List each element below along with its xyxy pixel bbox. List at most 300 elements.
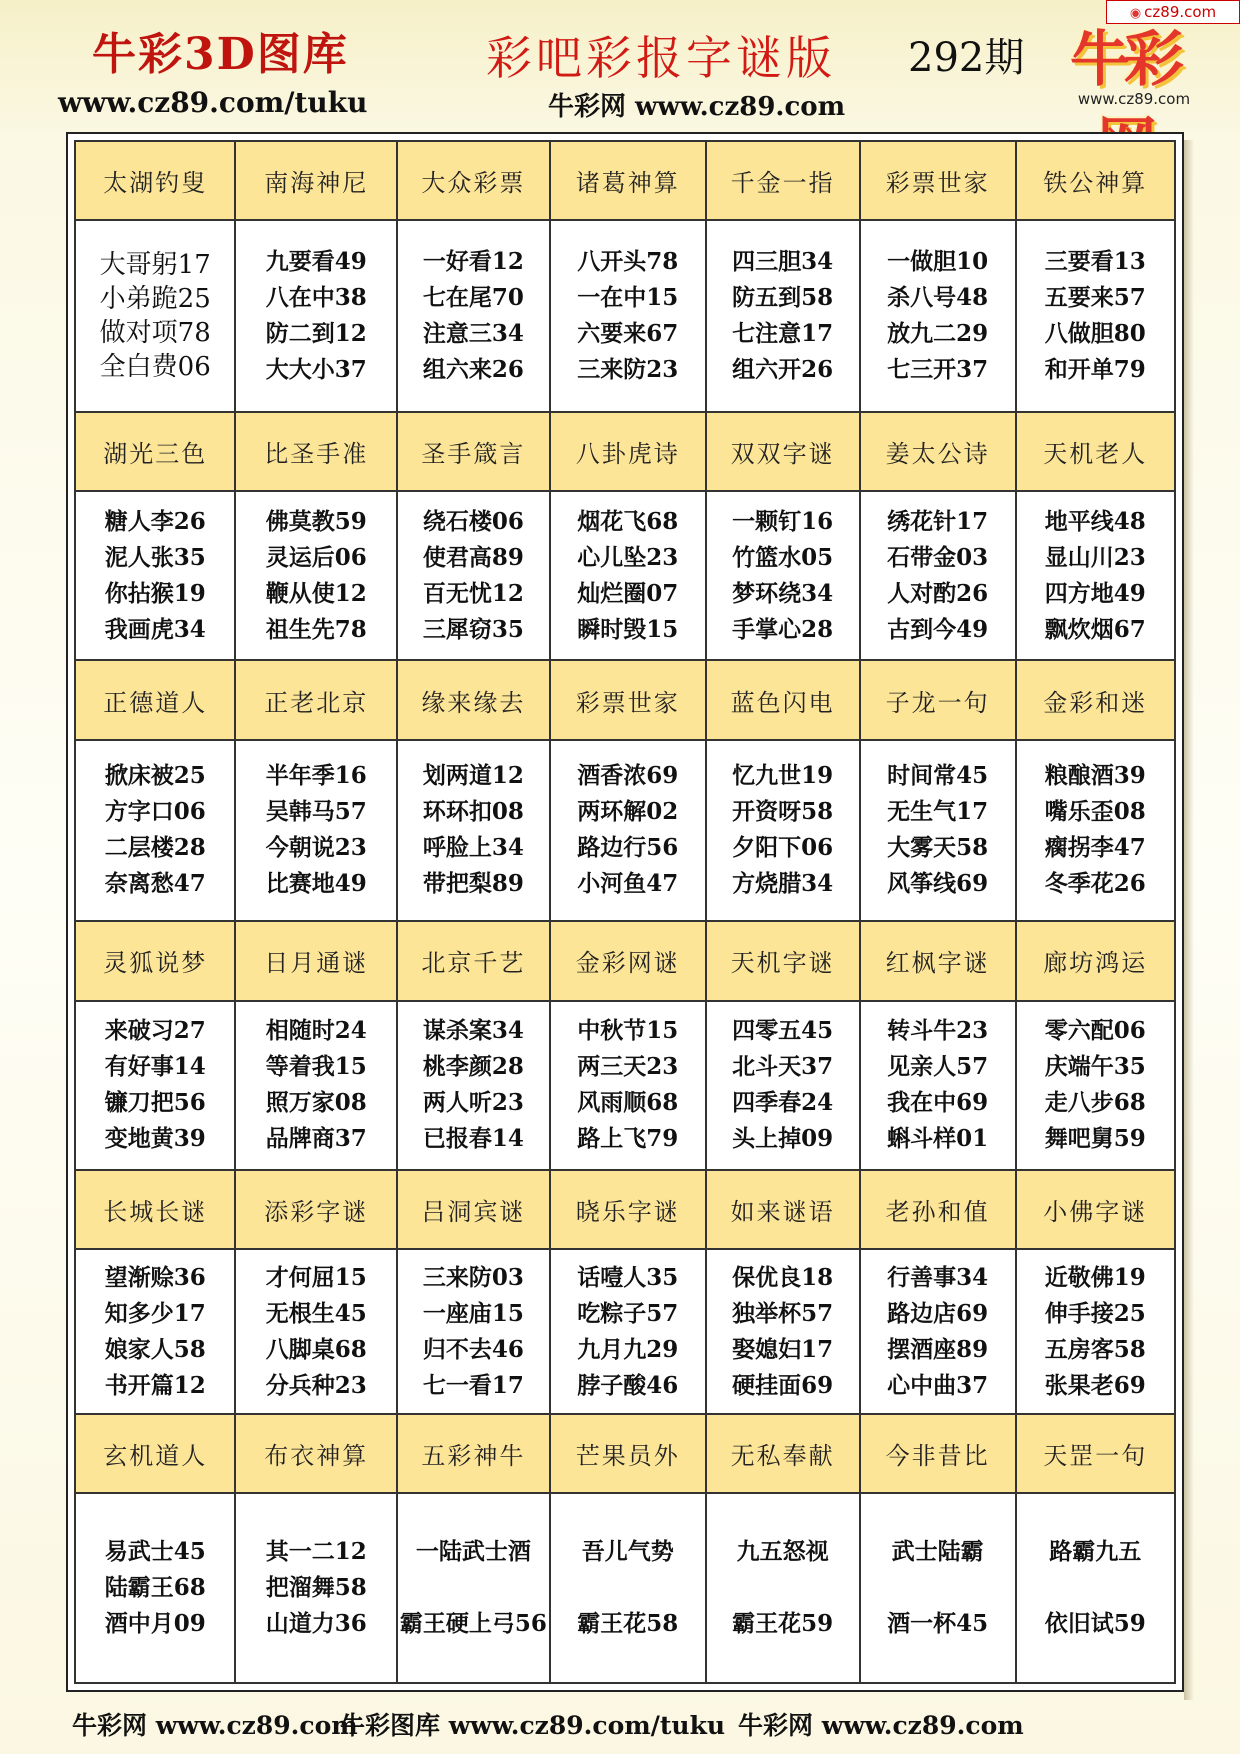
content-row [75, 1001, 1175, 1170]
riddle-line: 张果老69 [1044, 1371, 1146, 1399]
riddle-line: 酒香浓69 [577, 762, 679, 790]
source-name-cell: 天机字谜 [706, 921, 860, 1000]
riddle-line: 转斗牛23 [887, 1017, 989, 1045]
riddle-cell [235, 740, 397, 921]
riddle-line: 把溜舞58 [265, 1574, 367, 1602]
riddle-line: 霸王硬上弓56 [399, 1610, 547, 1638]
riddle-line: 一颗钉16 [732, 507, 834, 535]
riddle-line: 镰刀把56 [104, 1089, 206, 1117]
riddle-line: 四方地49 [1044, 579, 1146, 607]
riddle-lines [423, 244, 524, 388]
source-name-cell: 八卦虎诗 [550, 412, 706, 491]
riddle-lines [887, 1534, 988, 1642]
riddle-line: 酒一杯45 [887, 1610, 989, 1638]
riddle-line: 路边店69 [887, 1299, 989, 1327]
riddle-line: 四零五45 [732, 1017, 834, 1045]
riddle-line: 掀床被25 [104, 762, 206, 790]
riddle-lines [423, 1013, 524, 1157]
board-shadow [1184, 140, 1194, 1700]
riddle-cell [860, 491, 1016, 660]
riddle-cell [706, 220, 860, 411]
riddle-line: 全白费06 [99, 352, 211, 383]
riddle-line: 中秋节15 [577, 1017, 679, 1045]
riddle-line: 无根生45 [265, 1299, 367, 1327]
riddle-line: 望渐赊36 [104, 1263, 206, 1291]
riddle-line: 瞬时毁15 [577, 615, 679, 643]
source-name-cell: 金彩网谜 [550, 921, 706, 1000]
riddle-line: 呼脸上34 [422, 834, 524, 862]
header-row [75, 141, 1175, 220]
riddle-line: 八脚桌68 [265, 1335, 367, 1363]
riddle-line: 谋杀案34 [422, 1017, 524, 1045]
source-name-cell: 缘来缘去 [397, 660, 550, 739]
riddle-lines [1045, 244, 1146, 388]
riddle-lines [266, 504, 367, 648]
content-row [75, 491, 1175, 660]
riddle-line: 一在中15 [577, 284, 679, 312]
riddle-lines [1045, 504, 1146, 648]
riddle-line: 书开篇12 [104, 1371, 206, 1399]
riddle-lines [423, 1260, 524, 1404]
source-name-cell: 玄机道人 [75, 1414, 235, 1493]
riddle-line: 娶媳妇17 [732, 1335, 834, 1363]
riddle-line: 百无忧12 [422, 579, 524, 607]
riddle-line: 小河鱼47 [577, 870, 679, 898]
riddle-line: 有好事14 [104, 1053, 206, 1081]
riddle-lines [423, 504, 524, 648]
riddle-line: 伸手接25 [1044, 1299, 1146, 1327]
riddle-cell [550, 1249, 706, 1414]
riddle-line: 硬挂面69 [732, 1371, 834, 1399]
riddle-line: 霸王花59 [732, 1610, 834, 1638]
source-name-cell: 诸葛神算 [550, 141, 706, 220]
riddle-lines [732, 1013, 833, 1157]
riddle-line: 二层楼28 [104, 834, 206, 862]
riddle-line: 注意三34 [422, 320, 524, 348]
riddle-line: 飘炊烟67 [1044, 615, 1146, 643]
riddle-line: 显山川23 [1044, 543, 1146, 571]
source-name-cell: 灵狐说梦 [75, 921, 235, 1000]
riddle-line: 归不去46 [422, 1335, 524, 1363]
riddle-cell [1016, 1493, 1175, 1683]
riddle-line: 带把梨89 [422, 870, 524, 898]
riddle-line: 和开单79 [1044, 356, 1146, 384]
logo-url: www.cz89.com [1077, 90, 1191, 108]
riddle-lines [732, 504, 833, 648]
riddle-line: 灵运后06 [265, 543, 367, 571]
riddle-line: 夕阳下06 [732, 834, 834, 862]
riddle-line: 零六配06 [1044, 1017, 1146, 1045]
globe-icon: ◉ [1129, 6, 1142, 21]
riddle-cell [706, 740, 860, 921]
riddle-cell [75, 1493, 235, 1683]
riddle-line: 竹篮水05 [732, 543, 834, 571]
riddle-lines [1045, 758, 1146, 902]
riddle-line: 杀八号48 [887, 284, 989, 312]
riddle-line [400, 1570, 547, 1606]
riddle-line: 八在中38 [265, 284, 367, 312]
riddle-line: 路边行56 [577, 834, 679, 862]
riddle-line [1045, 1570, 1146, 1606]
riddle-cell [235, 220, 397, 411]
riddle-line: 庆端午35 [1044, 1053, 1146, 1081]
riddle-line: 行善事34 [887, 1263, 989, 1291]
riddle-table [74, 140, 1176, 1684]
riddle-lines [577, 1260, 678, 1404]
riddle-line: 忆九世19 [732, 762, 834, 790]
riddle-line: 九月九29 [577, 1335, 679, 1363]
riddle-line: 鞭从使12 [265, 579, 367, 607]
riddle-line [887, 1570, 988, 1606]
source-name-cell: 圣手箴言 [397, 412, 550, 491]
riddle-line: 见亲人57 [887, 1053, 989, 1081]
riddle-lines [732, 758, 833, 902]
riddle-line: 一做胆10 [887, 248, 989, 276]
riddle-cell [860, 740, 1016, 921]
source-name-cell: 金彩和迷 [1016, 660, 1175, 739]
header-row [75, 660, 1175, 739]
riddle-lines [423, 758, 524, 902]
footer-link-3[interactable]: 牛彩网 www.cz89.com [738, 1711, 1024, 1740]
riddle-lines [732, 1534, 833, 1642]
riddle-line: 粮酿酒39 [1044, 762, 1146, 790]
riddle-line: 时间常45 [887, 762, 989, 790]
riddle-cell [550, 740, 706, 921]
riddle-line: 灿烂圈07 [577, 579, 679, 607]
riddle-line: 方字口06 [104, 798, 206, 826]
riddle-line: 心儿坠23 [577, 543, 679, 571]
logo-text: 牛彩 [1070, 25, 1178, 95]
riddle-line: 摆酒座89 [887, 1335, 989, 1363]
riddle-line: 蝌斗样01 [887, 1125, 989, 1153]
riddle-line: 组六开26 [732, 356, 834, 384]
riddle-line: 小弟跪25 [99, 284, 211, 315]
riddle-line: 风雨顺68 [577, 1089, 679, 1117]
riddle-lines [577, 504, 678, 648]
riddle-lines [266, 244, 367, 388]
content-row [75, 1493, 1175, 1683]
riddle-line: 来破习27 [104, 1017, 206, 1045]
left-url[interactable]: www.cz89.com/tuku [58, 86, 368, 119]
riddle-cell [550, 1001, 706, 1170]
riddle-cell [397, 220, 550, 411]
riddle-line: 九要看49 [265, 248, 367, 276]
riddle-line: 比赛地49 [265, 870, 367, 898]
riddle-cell [550, 1493, 706, 1683]
riddle-line: 武士陆霸 [891, 1538, 984, 1566]
main-title: 彩吧彩报字谜版 [486, 31, 836, 85]
riddle-lines [266, 758, 367, 902]
footer-link-1[interactable]: 牛彩网 www.cz89.com [72, 1711, 358, 1740]
riddle-lines [1045, 1260, 1146, 1404]
source-name-cell: 双双字谜 [706, 412, 860, 491]
riddle-lines [1045, 1013, 1146, 1157]
riddle-line: 保优良18 [732, 1263, 834, 1291]
source-name-cell: 红枫字谜 [860, 921, 1016, 1000]
source-name-cell: 添彩字谜 [235, 1170, 397, 1249]
riddle-line: 无生气17 [887, 798, 989, 826]
riddle-line: 变地黄39 [104, 1125, 206, 1153]
riddle-line: 霸王花58 [577, 1610, 679, 1638]
riddle-lines [266, 1013, 367, 1157]
source-name-cell: 晓乐字谜 [550, 1170, 706, 1249]
riddle-line: 一座庙15 [422, 1299, 524, 1327]
riddle-line: 酒中月09 [104, 1610, 206, 1638]
riddle-line: 我在中69 [887, 1089, 989, 1117]
riddle-cell [75, 1249, 235, 1414]
riddle-lines [887, 244, 988, 388]
source-name-cell: 芒果员外 [550, 1414, 706, 1493]
riddle-line: 五要来57 [1044, 284, 1146, 312]
riddle-line: 糖人李26 [104, 507, 206, 535]
riddle-line: 环环扣08 [422, 798, 524, 826]
source-name-cell: 廊坊鸿运 [1016, 921, 1175, 1000]
riddle-lines [887, 504, 988, 648]
source-name-cell: 长城长谜 [75, 1170, 235, 1249]
source-name-cell: 老孙和值 [860, 1170, 1016, 1249]
riddle-line: 防二到12 [265, 320, 367, 348]
source-name-cell: 日月通谜 [235, 921, 397, 1000]
content-row [75, 1249, 1175, 1414]
riddle-line: 七注意17 [732, 320, 834, 348]
riddle-cell [706, 1001, 860, 1170]
riddle-cell [1016, 1249, 1175, 1414]
source-name-cell: 五彩神牛 [397, 1414, 550, 1493]
riddle-lines [400, 1534, 547, 1642]
source-name-cell: 比圣手准 [235, 412, 397, 491]
riddle-line: 两环解02 [577, 798, 679, 826]
riddle-line: 四三胆34 [732, 248, 834, 276]
source-name-cell: 小佛字谜 [1016, 1170, 1175, 1249]
source-name-cell: 彩票世家 [860, 141, 1016, 220]
riddle-cell [397, 740, 550, 921]
riddle-cell [860, 1493, 1016, 1683]
riddle-line: 已报春14 [422, 1125, 524, 1153]
riddle-line: 八做胆80 [1044, 320, 1146, 348]
riddle-line: 照万家08 [265, 1089, 367, 1117]
riddle-line: 方烧腊34 [732, 870, 834, 898]
topright-link[interactable] [1106, 0, 1240, 24]
riddle-lines [577, 758, 678, 902]
riddle-line: 三犀窃35 [422, 615, 524, 643]
source-name-cell: 子龙一句 [860, 660, 1016, 739]
riddle-cell [235, 1001, 397, 1170]
riddle-line: 烟花飞68 [577, 507, 679, 535]
riddle-line: 今朝说23 [265, 834, 367, 862]
source-name-cell: 铁公神算 [1016, 141, 1175, 220]
riddle-line: 相随时24 [265, 1017, 367, 1045]
riddle-line: 分兵种23 [265, 1371, 367, 1399]
riddle-line: 放九二29 [887, 320, 989, 348]
riddle-line: 大雾天58 [887, 834, 989, 862]
riddle-line: 三来防03 [422, 1263, 524, 1291]
riddle-line: 知多少17 [104, 1299, 206, 1327]
riddle-line: 独举杯57 [732, 1299, 834, 1327]
riddle-lines [732, 1260, 833, 1404]
riddle-line: 佛莫教59 [265, 507, 367, 535]
riddle-lines [732, 244, 833, 388]
source-name-cell: 姜太公诗 [860, 412, 1016, 491]
riddle-lines [577, 1534, 678, 1642]
riddle-cell [397, 1249, 550, 1414]
riddle-line: 我画虎34 [104, 615, 206, 643]
riddle-lines [105, 1534, 206, 1642]
riddle-line: 奈离愁47 [104, 870, 206, 898]
riddle-line: 话噎人35 [577, 1263, 679, 1291]
riddle-line: 五房客58 [1044, 1335, 1146, 1363]
source-name-cell: 太湖钓叟 [75, 141, 235, 220]
riddle-line: 梦环绕34 [732, 579, 834, 607]
riddle-line: 石带金03 [887, 543, 989, 571]
riddle-cell [397, 1493, 550, 1683]
content-row [75, 220, 1175, 411]
riddle-cell [706, 1493, 860, 1683]
footer [0, 1706, 1240, 1746]
riddle-lines [105, 1013, 206, 1157]
riddle-line: 头上掉09 [732, 1125, 834, 1153]
source-name-cell: 如来谜语 [706, 1170, 860, 1249]
riddle-line: 六要来67 [577, 320, 679, 348]
riddle-cell [1016, 1001, 1175, 1170]
riddle-cell [397, 491, 550, 660]
riddle-cell [235, 1493, 397, 1683]
riddle-line: 依旧试59 [1044, 1610, 1146, 1638]
header-row [75, 412, 1175, 491]
riddle-line: 四季春24 [732, 1089, 834, 1117]
source-name-cell: 大众彩票 [397, 141, 550, 220]
riddle-cell [860, 1249, 1016, 1414]
riddle-line: 七三开37 [887, 356, 989, 384]
site-logo[interactable] [1044, 10, 1204, 116]
riddle-line: 祖生先78 [265, 615, 367, 643]
content-row [75, 740, 1175, 921]
riddle-line: 人对酌26 [887, 579, 989, 607]
riddle-line: 半年季16 [265, 762, 367, 790]
riddle-line: 做对项78 [99, 318, 211, 349]
riddle-cell [550, 491, 706, 660]
riddle-cell [860, 220, 1016, 411]
riddle-board [66, 132, 1184, 1692]
riddle-line: 等着我15 [265, 1053, 367, 1081]
riddle-lines [266, 1534, 367, 1642]
riddle-line: 近敬佛19 [1044, 1263, 1146, 1291]
riddle-line: 绣花针17 [887, 507, 989, 535]
riddle-line: 绕石楼06 [422, 507, 524, 535]
riddle-line: 舞吧舅59 [1044, 1125, 1146, 1153]
riddle-line [577, 1570, 678, 1606]
source-name-cell: 湖光三色 [75, 412, 235, 491]
header-row [75, 1170, 1175, 1249]
riddle-cell [1016, 491, 1175, 660]
source-name-cell: 吕洞宾谜 [397, 1170, 550, 1249]
source-name-cell: 天机老人 [1016, 412, 1175, 491]
riddle-line: 七在尾70 [422, 284, 524, 312]
issue-number: 292期 [908, 35, 1025, 81]
source-name-cell: 今非昔比 [860, 1414, 1016, 1493]
riddle-line: 开资呀58 [732, 798, 834, 826]
source-name-cell: 蓝色闪电 [706, 660, 860, 739]
center-url[interactable]: 牛彩网 www.cz89.com [548, 92, 846, 122]
riddle-line: 风筝线69 [887, 870, 989, 898]
riddle-lines [887, 1260, 988, 1404]
riddle-line: 三来防23 [577, 356, 679, 384]
riddle-line: 桃李颜28 [422, 1053, 524, 1081]
source-name-cell: 正德道人 [75, 660, 235, 739]
riddle-line: 其一二12 [265, 1538, 367, 1566]
riddle-line: 走八步68 [1044, 1089, 1146, 1117]
riddle-line: 嘴乐歪08 [1044, 798, 1146, 826]
left-title: 牛彩3D图库 [92, 29, 349, 80]
riddle-line: 路上飞79 [577, 1125, 679, 1153]
riddle-line: 泥人张35 [104, 543, 206, 571]
riddle-line: 八开头78 [577, 248, 679, 276]
riddle-line: 冬季花26 [1044, 870, 1146, 898]
source-name-cell: 无私奉献 [706, 1414, 860, 1493]
riddle-line: 陆霸王68 [104, 1574, 206, 1602]
riddle-line: 三要看13 [1044, 248, 1146, 276]
riddle-line: 品牌商37 [265, 1125, 367, 1153]
riddle-cell [75, 740, 235, 921]
riddle-line: 防五到58 [732, 284, 834, 312]
riddle-line: 吴韩马57 [265, 798, 367, 826]
riddle-lines [577, 1013, 678, 1157]
riddle-line: 大大小37 [265, 356, 367, 384]
riddle-line: 娘家人58 [104, 1335, 206, 1363]
riddle-line: 山道力36 [265, 1610, 367, 1638]
header-row [75, 921, 1175, 1000]
riddle-line: 大哥躬17 [99, 250, 211, 281]
riddle-line: 吃粽子57 [577, 1299, 679, 1327]
riddle-line: 瘸拐李47 [1044, 834, 1146, 862]
riddle-line: 两人听23 [422, 1089, 524, 1117]
riddle-cell [706, 1249, 860, 1414]
riddle-line [732, 1570, 833, 1606]
source-name-cell: 南海神尼 [235, 141, 397, 220]
riddle-cell [75, 1001, 235, 1170]
source-name-cell: 千金一指 [706, 141, 860, 220]
riddle-line: 北斗天37 [732, 1053, 834, 1081]
riddle-lines [100, 248, 211, 384]
riddle-lines [1045, 1534, 1146, 1642]
riddle-line: 才何屈15 [265, 1263, 367, 1291]
riddle-line: 你拈猴19 [104, 579, 206, 607]
riddle-lines [887, 1013, 988, 1157]
riddle-cell [235, 1249, 397, 1414]
riddle-cell [550, 220, 706, 411]
riddle-cell [706, 491, 860, 660]
riddle-line: 脖子酸46 [577, 1371, 679, 1399]
riddle-cell [75, 220, 235, 411]
riddle-cell [1016, 740, 1175, 921]
riddle-line: 划两道12 [422, 762, 524, 790]
riddle-cell [397, 1001, 550, 1170]
riddle-lines [105, 504, 206, 648]
riddle-line: 组六来26 [422, 356, 524, 384]
riddle-line: 古到今49 [887, 615, 989, 643]
riddle-cell [1016, 220, 1175, 411]
riddle-cell [860, 1001, 1016, 1170]
riddle-lines [887, 758, 988, 902]
riddle-lines [577, 244, 678, 388]
riddle-line: 七一看17 [422, 1371, 524, 1399]
footer-link-2[interactable]: 牛彩图库 www.cz89.com/tuku [340, 1711, 726, 1740]
riddle-lines [105, 1260, 206, 1404]
riddle-line: 一好看12 [422, 248, 524, 276]
source-name-cell: 天罡一句 [1016, 1414, 1175, 1493]
riddle-line: 九五怒视 [736, 1538, 829, 1566]
riddle-line: 使君高89 [422, 543, 524, 571]
riddle-line: 心中曲37 [887, 1371, 989, 1399]
